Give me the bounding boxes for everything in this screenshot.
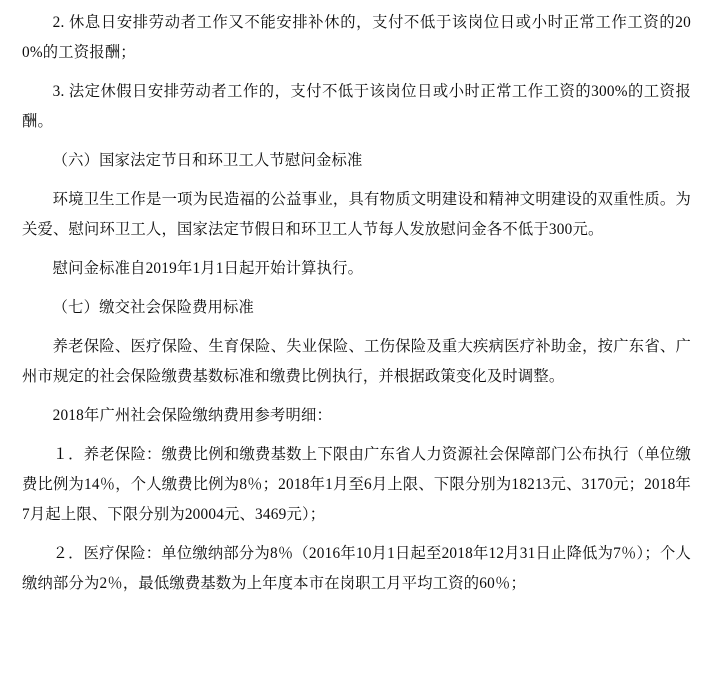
paragraph-section-seven-title: （七）缴交社会保险费用标准 xyxy=(52,299,255,316)
paragraph-section-six-effective-date: 慰问金标准自2019年1月1日起开始计算执行。 xyxy=(52,260,364,277)
paragraph-section-six-body: 环境卫生工作是一项为民造福的公益事业，具有物质文明建设和精神文明建设的双重性质。为关爱、慰问环卫工人，国家法定节假日和环卫工人节每人发放慰问金各不低于300元。 xyxy=(22,191,691,238)
paragraph-section-seven-body: 养老保险、医疗保险、生育保险、失业保险、工伤保险及重大疾病医疗补助金，按广东省、广州市规定的社会保险缴费基数标准和缴费比例执行，并根据政策变化及时调整。 xyxy=(22,338,691,385)
paragraph-section-six-title: （六）国家法定节日和环卫工人节慰问金标准 xyxy=(52,152,363,169)
paragraph-section-seven-detail-lead: 2018年广州社会保险缴纳费用参考明细： xyxy=(52,407,332,424)
paragraph-detail-item-2-medical: ２．医疗保险：单位缴纳部分为8％（2016年10月1日起至2018年12月31日止降低为7％）；个人缴纳部分为2％，最低缴费基数为上年度本市在岗职工月平均工资的60％； xyxy=(22,545,691,592)
paragraph-item-2-overtime-rest-day: 2. 休息日安排劳动者工作又不能安排补休的，支付不低于该岗位日或小时正常工作工资的200%的工资报酬； xyxy=(22,14,691,61)
paragraph-detail-item-1-pension: １．养老保险：缴费比例和缴费基数上下限由广东省人力资源社会保障部门公布执行（单位缴费比例为14％，个人缴费比例为8％；2018年1月至6月上限、下限分别为18213元、3170元；2018年7月起上限、下限分别为20004元、3469元）； xyxy=(22,446,691,523)
paragraph-item-3-overtime-holiday: 3. 法定休假日安排劳动者工作的，支付不低于该岗位日或小时正常工作工资的300%的工资报酬。 xyxy=(22,83,691,130)
